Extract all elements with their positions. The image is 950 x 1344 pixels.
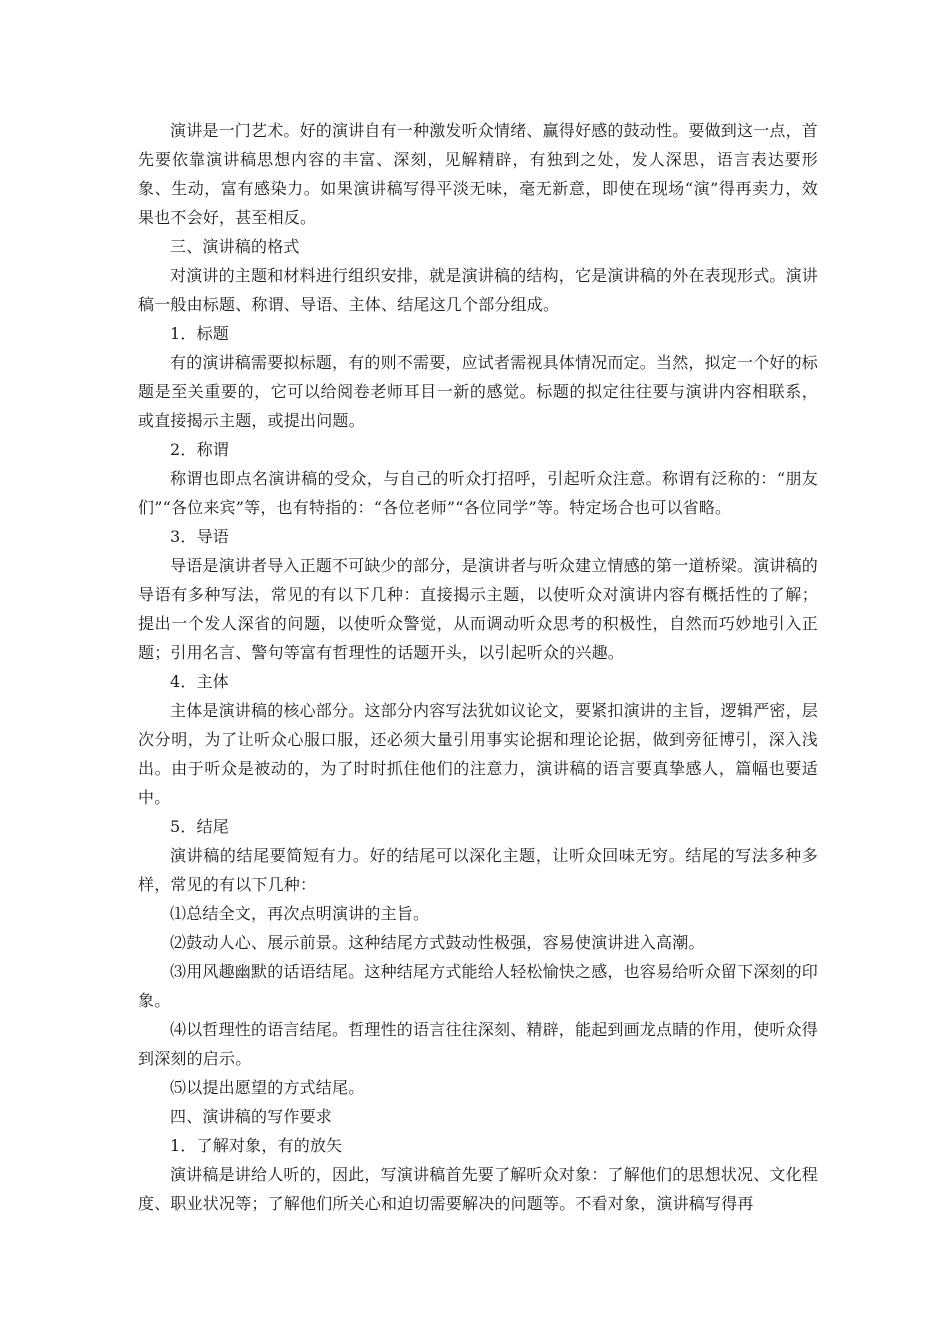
salutation-paragraph: 称谓也即点名演讲稿的受众，与自己的听众打招呼，引起听众注意。称谓有泛称的：“朋友们”“各位来宾”等，也有特指的：“各位老师”“各位同学”等。特定场合也可以省略。 — [138, 469, 818, 517]
structure-paragraph: 对演讲的主题和材料进行组织安排，就是演讲稿的结构，它是演讲稿的外在表现形式。演讲稿一般由标题、称谓、导语、主体、结尾这几个部分组成。 — [138, 266, 819, 314]
ending-item-5: ⑸以提出愿望的方式结尾。 — [170, 1078, 365, 1097]
know-audience-paragraph: 演讲稿是讲给人听的，因此，写演讲稿首先要了解听众对象：了解他们的思想状况、文化程度、职业状况等；了解他们所关心和迫切需要解决的问题等。不看对象，演讲稿写得再 — [138, 1165, 819, 1213]
ending-item-1: ⑴总结全文，再次点明演讲的主旨。 — [170, 904, 430, 923]
ending-item-2: ⑵鼓动人心、展示前景。这种结尾方式鼓动性极强，容易使演讲进入高潮。 — [170, 933, 705, 952]
intro-paragraph: 演讲是一门艺术。好的演讲自有一种激发听众情绪、赢得好感的鼓动性。要做到这一点，首先要依靠演讲稿思想内容的丰富、深刻，见解精辟，有独到之处，发人深思，语言表达要形象、生动，富有感染力。如果演讲稿写得平淡无味，毫无新意，即使在现场“演”得再卖力，效果也不会好，甚至相反。 — [138, 121, 819, 227]
subheading-body: 4．主体 — [170, 672, 229, 691]
subheading-introduction: 3．导语 — [170, 527, 229, 546]
ending-item-3: ⑶用风趣幽默的话语结尾。这种结尾方式能给人轻松愉快之感，也容易给听众留下深刻的印象。 — [138, 962, 819, 1010]
subheading-know-audience: 1．了解对象，有的放矢 — [170, 1136, 343, 1155]
section-heading-format: 三、演讲稿的格式 — [170, 237, 300, 256]
ending-paragraph: 演讲稿的结尾要简短有力。好的结尾可以深化主题，让听众回味无穷。结尾的写法多种多样，常见的有以下几种： — [138, 846, 818, 894]
section-heading-requirements: 四、演讲稿的写作要求 — [170, 1107, 333, 1126]
introduction-paragraph: 导语是演讲者导入正题不可缺少的部分，是演讲者与听众建立情感的第一道桥梁。演讲稿的导语有多种写法，常见的有以下几种：直接揭示主题，以使听众对演讲内容有概括性的了解；提出一个发人深省的问题，以使听众警觉，从而调动听众思考的积极性，自然而巧妙地引入正题；引用名言、警句等富有哲理性的话题开头，以引起听众的兴趣。 — [138, 556, 819, 662]
title-paragraph: 有的演讲稿需要拟标题，有的则不需要，应试者需视具体情况而定。当然，拟定一个好的标题是至关重要的，它可以给阅卷老师耳目一新的感觉。标题的拟定往往要与演讲内容相联系，或直接揭示主题，或提出问题。 — [138, 353, 819, 430]
ending-item-4: ⑷以哲理性的语言结尾。哲理性的语言往往深刻、精辟，能起到画龙点睛的作用，使听众得到深刻的启示。 — [138, 1020, 819, 1068]
subheading-ending: 5．结尾 — [170, 817, 229, 836]
subheading-title: 1．标题 — [170, 324, 229, 343]
document-page — [138, 116, 818, 1218]
body-paragraph: 主体是演讲稿的核心部分。这部分内容写法犹如议论文，要紧扣演讲的主旨，逻辑严密，层次分明，为了让听众心服口服，还必须大量引用事实论据和理论论据，做到旁征博引，深入浅出。由于听众是被动的，为了时时抓住他们的注意力，演讲稿的语言要真挚感人，篇幅也要适中。 — [138, 701, 819, 807]
subheading-salutation: 2．称谓 — [170, 440, 229, 459]
